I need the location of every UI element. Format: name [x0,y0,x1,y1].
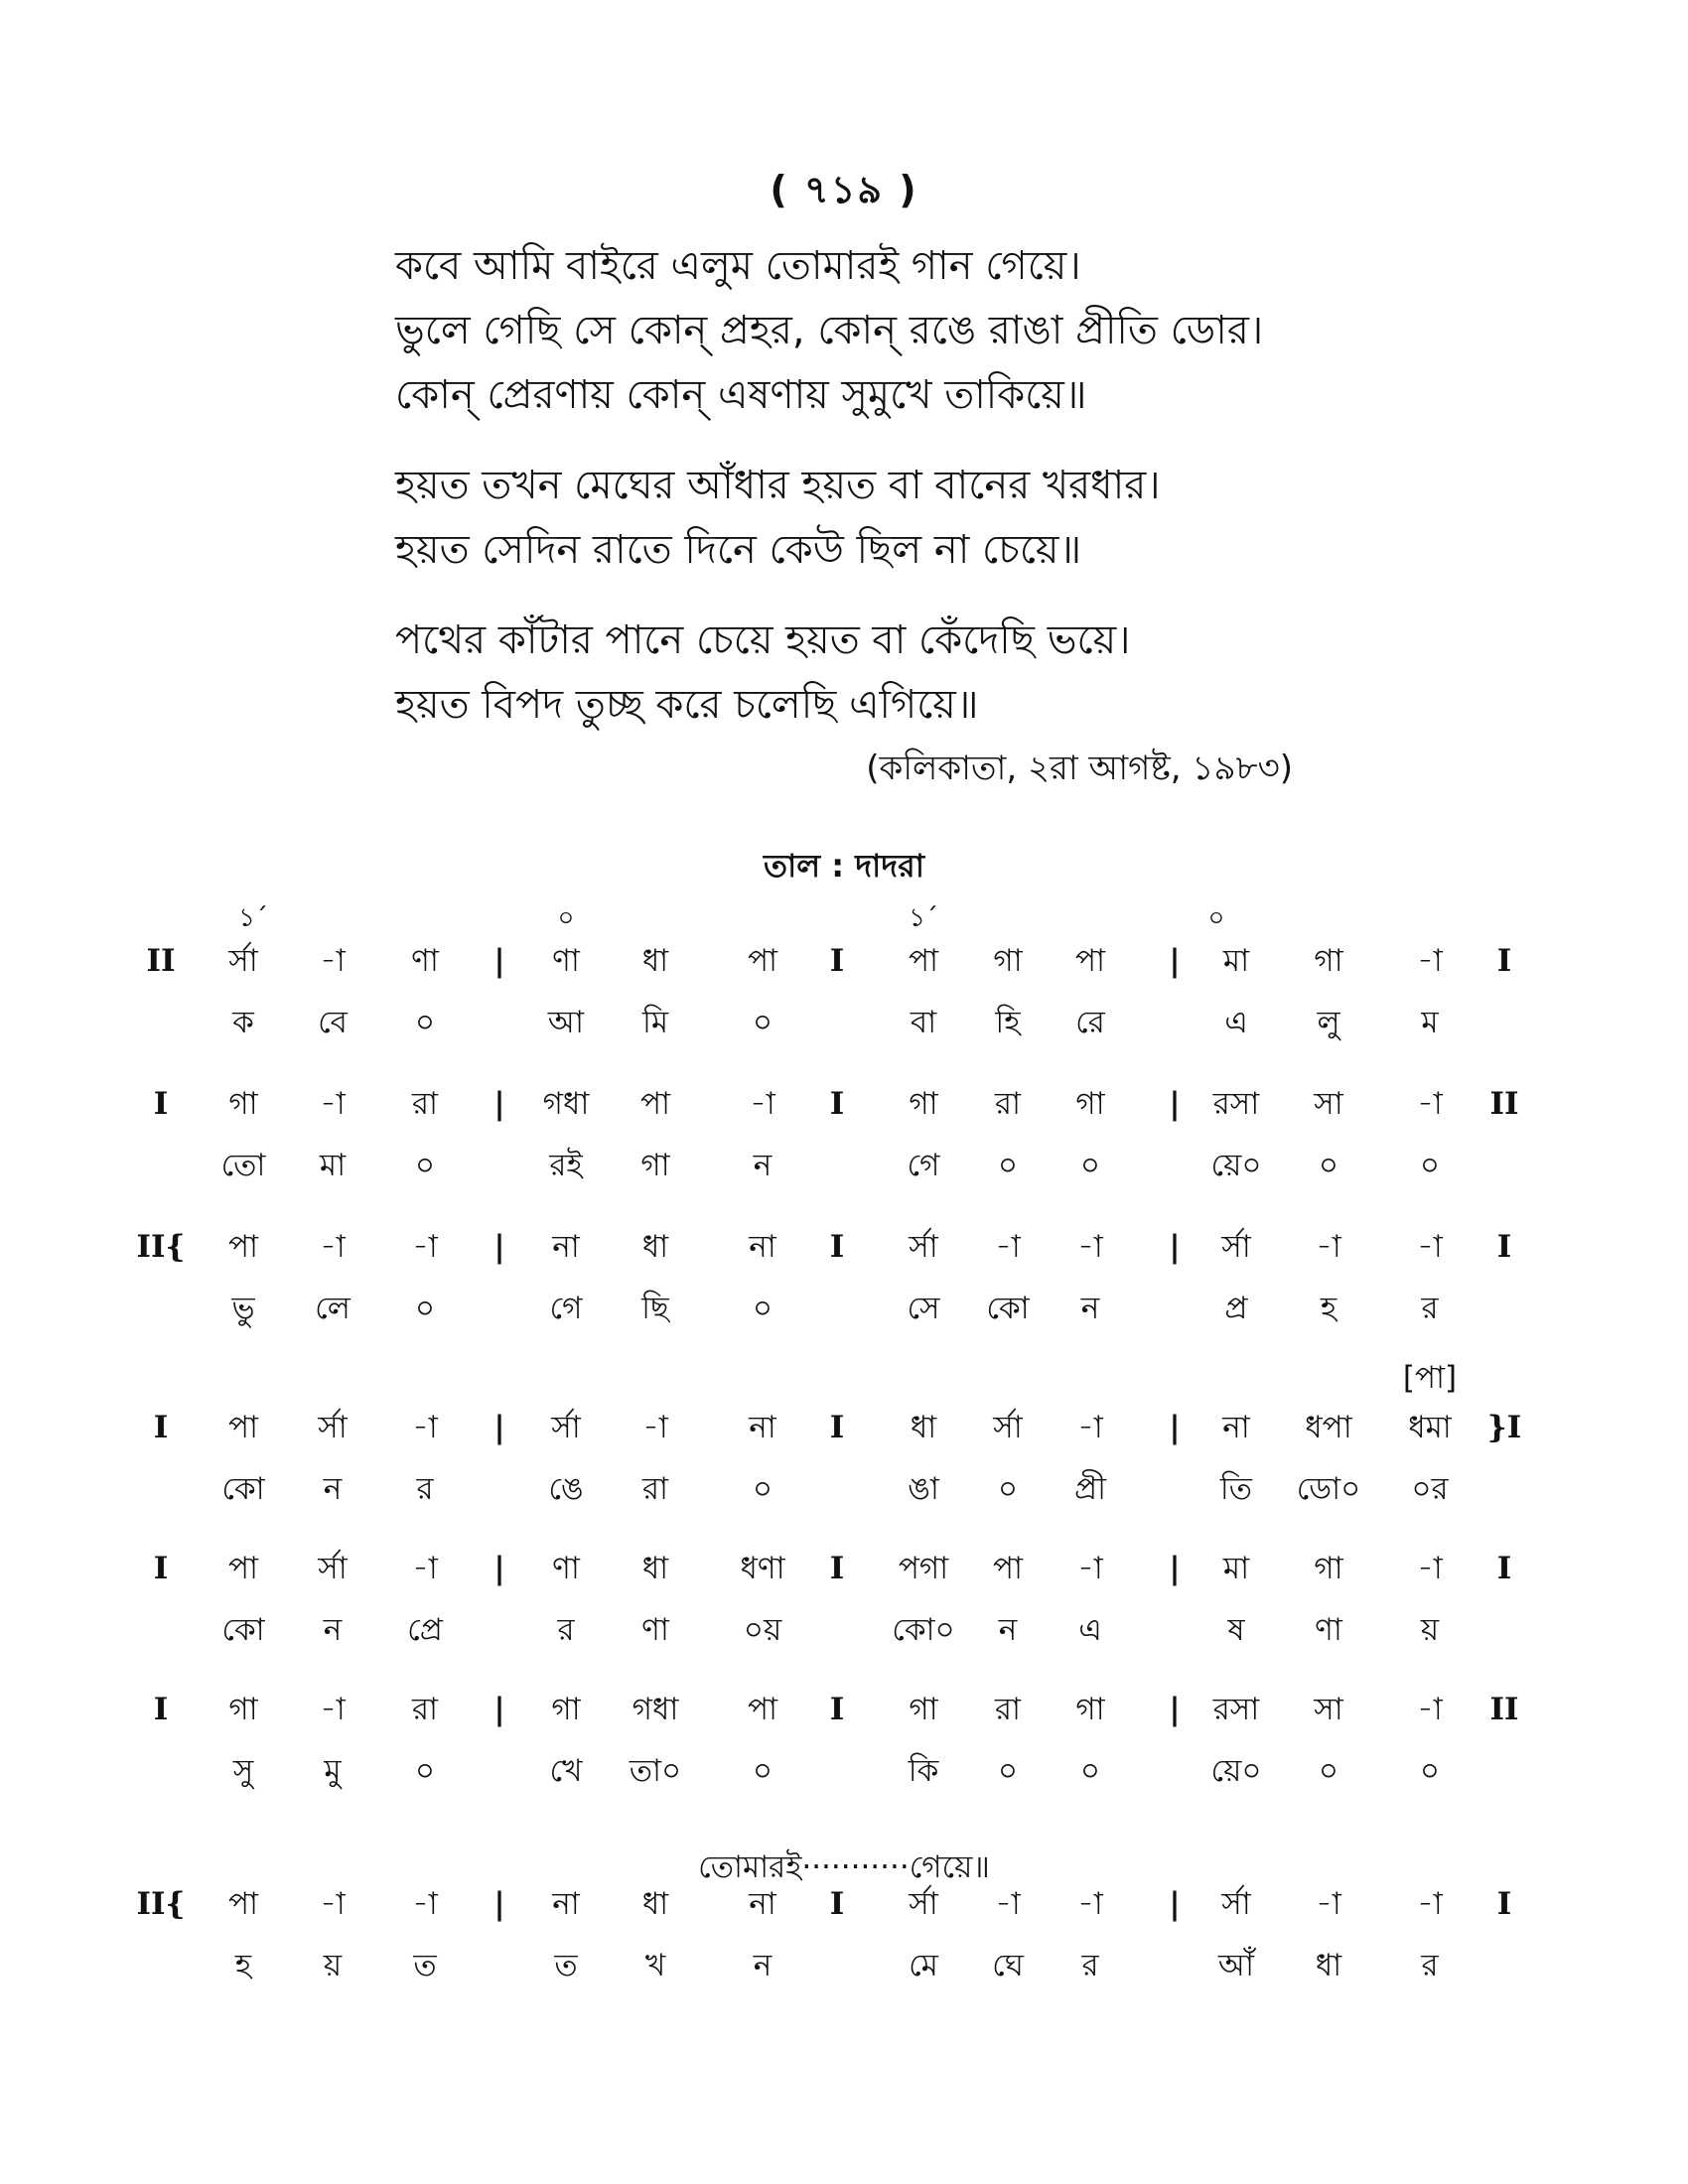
swara-note: -া [412,1551,438,1586]
lyric-syllable: বা [910,1005,937,1040]
lyric-syllable: ০ [1079,1753,1101,1789]
swara-note: পা [1074,943,1106,979]
swara-note: -া [1417,943,1443,979]
swara-note: মা [1222,1551,1250,1586]
lyric-syllable: বে [318,1005,348,1040]
lyric-syllable: ০ [1419,1148,1441,1183]
lyric-syllable: ০ [414,1005,436,1040]
bar-line-start: II [146,943,176,979]
lyric-syllable: হ [1320,1291,1337,1326]
bar-separator: | [1169,1086,1181,1122]
lyric-syllable: র [1421,1948,1439,1983]
swara-note: -া [995,1229,1021,1265]
lyric-syllable: ০ [752,1005,774,1040]
swara-note: -া [412,1229,438,1265]
lyric-syllable: ডো০ [1296,1471,1361,1507]
swara-note: র্সা [1221,1886,1251,1922]
lyric-line: হয়ত বিপদ তুচ্ছ করে চলেছি এগিয়ে॥ [395,682,979,728]
lyric-syllable: তো [220,1148,266,1183]
lyric-syllable: ০ [997,1148,1019,1183]
lyric-syllable: প্রে [407,1612,443,1648]
lyric-syllable: র [416,1471,434,1507]
swara-note: রা [994,1692,1022,1727]
lyric-syllable: এ [1224,1005,1248,1040]
swara-note: পগা [898,1551,949,1586]
lyric-line: কোন্ প্রেরণায় কোন্ এষণায় সুমুখে তাকিয়ে॥ [395,372,1087,418]
swara-note: ণা [552,943,580,979]
lyric-syllable: ০ [752,1291,774,1326]
bar-line-start: I [153,1551,169,1586]
swara-note: রসা [1212,1692,1260,1727]
bar-line-start: II{ [136,1229,186,1265]
bar-separator: | [493,1551,505,1586]
bar-separator: | [493,1086,505,1122]
swara-note: ণা [552,1551,580,1586]
swara-note: না [749,1229,776,1265]
lyric-syllable: ধা [1315,1948,1342,1983]
swara-note: গা [228,1086,258,1122]
bar-separator: I [829,1086,845,1122]
lyric-syllable: য়ে০ [1210,1148,1262,1183]
lyric-syllable: ০য় [743,1612,782,1648]
beat-mark: ১´ [238,903,268,933]
swara-note: -া [995,1886,1021,1922]
swara-note: -া [1077,1551,1103,1586]
swara-note: পা [227,1551,259,1586]
lyric-syllable: হি [995,1005,1021,1040]
bar-separator: | [1169,1551,1181,1586]
lyric-syllable: ঙা [908,1471,939,1507]
swara-note: ধা [641,1551,669,1586]
swara-note: র্সা [228,943,258,979]
swara-note: না [749,1410,776,1445]
lyric-syllable: লে [315,1291,351,1326]
lyric-syllable: কো [221,1612,265,1648]
bar-line-end: II [1489,1086,1519,1122]
swara-note: -া [642,1410,668,1445]
lyric-syllable: ০ [997,1471,1019,1507]
swara-note: র্সা [909,1229,938,1265]
swara-note: না [749,1886,776,1922]
swara-note: -া [1077,1229,1103,1265]
swara-note: রসা [1212,1086,1260,1122]
bar-separator: | [1169,1410,1181,1445]
lyric-syllable: ত [554,1948,578,1983]
swara-note: গা [1075,1692,1105,1727]
bar-separator: I [829,1551,845,1586]
lyric-line: পথের কাঁটার পানে চেয়ে হয়ত বা কেঁদেছি ভয়ে। [395,617,1131,663]
swara-note: রা [411,1692,439,1727]
swara-note: গা [1314,1551,1343,1586]
lyric-syllable: র [557,1612,575,1648]
swara-note: -া [320,1229,346,1265]
bar-separator: I [829,943,845,979]
lyric-syllable: ক [232,1005,254,1040]
swara-note: পা [992,1551,1024,1586]
swara-note: গা [228,1692,258,1727]
swara-note: গা [1075,1086,1105,1122]
bar-line-end: I [1496,1886,1512,1922]
swara-note: র্সা [1221,1229,1251,1265]
lyric-syllable: ন [998,1612,1018,1648]
lyric-syllable: ০র [1411,1471,1449,1507]
bar-separator: | [493,1692,505,1727]
bar-separator: I [829,1692,845,1727]
swara-note: গা [909,1086,938,1122]
lyric-syllable: ০ [1419,1753,1441,1789]
swara-note: -া [1417,1086,1443,1122]
swara-note: -া [1417,1692,1443,1727]
lyric-syllable: ০ [414,1148,436,1183]
refrain-line: তোমারই···········গেয়ে॥ [698,1849,990,1885]
bar-line-end: I [1496,943,1512,979]
bar-separator: | [1169,943,1181,979]
swara-note: -া [750,1086,775,1122]
swara-note: পা [227,1229,259,1265]
swara-note: -া [320,1692,346,1727]
swara-note: সা [1314,1086,1343,1122]
swara-note: -া [1316,1886,1341,1922]
swara-note: র্সা [318,1410,348,1445]
lyric-syllable: রে [1075,1005,1105,1040]
lyric-syllable: র [1421,1291,1439,1326]
page-number: ( ৭১৯ ) [770,168,918,211]
lyric-syllable: গে [549,1291,583,1326]
swara-note: গা [993,943,1023,979]
bar-separator: I [829,1229,845,1265]
swara-note: ণা [411,943,439,979]
lyric-syllable: ণা [641,1612,669,1648]
bar-separator: | [493,1229,505,1265]
lyric-syllable: প্রী [1073,1471,1107,1507]
lyric-syllable: ০ [1318,1753,1339,1789]
bar-line-end: I [1496,1229,1512,1265]
swara-note: না [1222,1410,1250,1445]
swara-note: র্সা [318,1551,348,1586]
lyric-syllable: ভু [231,1291,255,1326]
lyric-syllable: আ [547,1005,585,1040]
swara-note: -া [412,1410,438,1445]
lyric-syllable: মু [324,1753,342,1789]
lyric-syllable: মি [641,1005,669,1040]
swara-note: পা [227,1886,259,1922]
lyric-syllable: লু [1317,1005,1340,1040]
swara-note: না [552,1229,580,1265]
lyric-syllable: আঁ [1217,1948,1255,1983]
lyric-syllable: য় [1420,1612,1440,1648]
swara-note: ধা [641,1886,669,1922]
lyric-syllable: কো [221,1471,265,1507]
lyric-syllable: ঙে [548,1471,584,1507]
bar-separator: | [493,1410,505,1445]
lyric-syllable: ন [323,1471,343,1507]
lyric-syllable: ০ [752,1753,774,1789]
lyric-line: ভুলে গেছি সে কোন্ প্রহর, কোন্ রঙে রাঙা প্রীতি ডোর। [395,308,1264,353]
swara-note: ধমা [1408,1410,1452,1445]
swara-note: -া [320,943,346,979]
bar-separator: | [493,1886,505,1922]
lyric-syllable: খে [549,1753,583,1789]
swara-note: র্সা [909,1886,938,1922]
swara-note: গা [909,1692,938,1727]
variant-note: [পা] [1402,1360,1458,1396]
bar-line-end: }I [1486,1410,1522,1445]
swara-note: -া [1077,1886,1103,1922]
lyric-syllable: হ [234,1948,252,1983]
bar-line-end: II [1489,1692,1519,1727]
lyric-syllable: ন [1080,1291,1100,1326]
swara-note: গা [1314,943,1343,979]
lyric-syllable: মা [319,1148,347,1183]
lyric-syllable: মে [909,1948,938,1983]
bar-separator: I [829,1410,845,1445]
lyric-syllable: র [1081,1948,1099,1983]
swara-note: পা [639,1086,671,1122]
bar-line-start: II{ [136,1886,186,1922]
dateline: (কলিকাতা, ২রা আগষ্ট, ১৯৮৩) [866,749,1293,788]
lyric-syllable: ত [413,1948,437,1983]
swara-note: র্সা [993,1410,1023,1445]
lyric-syllable: তি [1219,1471,1253,1507]
lyric-syllable: কো০ [892,1612,955,1648]
lyric-syllable: ০ [1079,1148,1101,1183]
lyric-line: হয়ত সেদিন রাতে দিনে কেউ ছিল না চেয়ে॥ [395,527,1082,573]
lyric-syllable: তা০ [629,1753,682,1789]
bar-line-end: I [1496,1551,1512,1586]
lyric-line: হয়ত তখন মেঘের আঁধার হয়ত বা বানের খরধার। [395,463,1161,508]
swara-note: না [552,1886,580,1922]
lyric-syllable: রা [641,1471,669,1507]
bar-separator: | [1169,1886,1181,1922]
swara-note: গা [551,1692,581,1727]
swara-note: -া [320,1886,346,1922]
lyric-syllable: কো [986,1291,1030,1326]
swara-note: পা [747,1692,778,1727]
lyric-syllable: প্র [1224,1291,1248,1326]
beat-mark: ০ [557,903,575,933]
lyric-syllable: গা [640,1148,670,1183]
swara-note: গধা [542,1086,590,1122]
lyric-syllable: ঘে [992,1948,1024,1983]
lyric-syllable: ণা [1315,1612,1342,1648]
lyric-syllable: সে [907,1291,940,1326]
beat-mark: ১´ [909,903,938,933]
lyric-syllable: ন [323,1612,343,1648]
lyric-syllable: কি [908,1753,939,1789]
lyric-syllable: য়ে০ [1210,1753,1262,1789]
swara-note: রা [994,1086,1022,1122]
swara-note: ধপা [1305,1410,1352,1445]
swara-note: গধা [632,1692,679,1727]
bar-line-start: I [153,1692,169,1727]
lyric-syllable: সু [232,1753,254,1789]
swara-note: -া [1077,1410,1103,1445]
swara-note: ধা [910,1410,937,1445]
bar-separator: I [829,1886,845,1922]
swara-note: -া [1316,1229,1341,1265]
lyric-syllable: রই [549,1148,583,1183]
swara-note: পা [747,943,778,979]
lyric-syllable: ০ [752,1471,774,1507]
lyric-syllable: এ [1078,1612,1102,1648]
bar-separator: | [1169,1692,1181,1727]
lyric-syllable: ছি [641,1291,669,1326]
lyric-syllable: ম [1421,1005,1439,1040]
swara-note: সা [1314,1692,1343,1727]
lyric-syllable: ০ [997,1753,1019,1789]
swara-note: পা [227,1410,259,1445]
lyric-syllable: খ [644,1948,666,1983]
lyric-syllable: য় [323,1948,343,1983]
swara-note: -া [1417,1886,1443,1922]
bar-separator: | [493,943,505,979]
lyric-syllable: ০ [414,1291,436,1326]
lyric-syllable: ০ [414,1753,436,1789]
beat-mark: ০ [1207,903,1225,933]
swara-note: রা [411,1086,439,1122]
lyric-syllable: ন [753,1148,773,1183]
bar-separator: | [1169,1229,1181,1265]
swara-note: পা [908,943,939,979]
lyric-syllable: ০ [1318,1148,1339,1183]
swara-note: র্সা [551,1410,581,1445]
swara-note: ধা [641,943,669,979]
swara-note: ধা [641,1229,669,1265]
swara-note: মা [1222,943,1250,979]
swara-note: ধণা [740,1551,785,1586]
lyric-line: কবে আমি বাইরে এলুম তোমারই গান গেয়ে। [395,243,1081,289]
bar-line-start: I [153,1086,169,1122]
lyric-syllable: ন [753,1948,773,1983]
tala-label: তাল : দাদরা [764,847,924,885]
swara-note: -া [412,1886,438,1922]
swara-note: -া [1417,1229,1443,1265]
swara-note: -া [320,1086,346,1122]
lyric-syllable: গে [907,1148,940,1183]
swara-note: -া [1417,1551,1443,1586]
lyric-syllable: ষ [1227,1612,1245,1648]
bar-line-start: I [153,1410,169,1445]
